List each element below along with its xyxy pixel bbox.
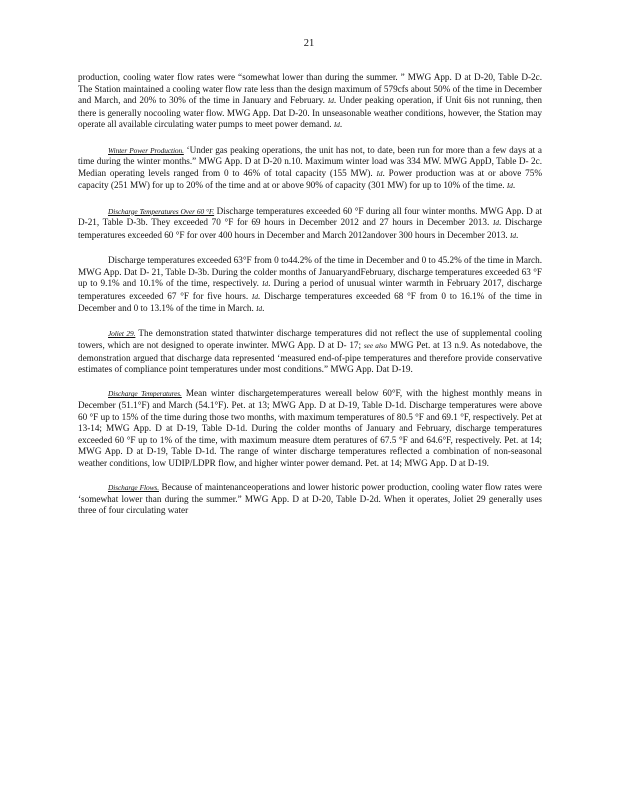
paragraph-4 <box>78 255 542 316</box>
paragraph-5 <box>78 328 542 375</box>
citation: Id <box>327 97 334 106</box>
paragraph-text: . Power production was at or above 75% capacity (251 MW) for up to 20% of the time and at or above 90% of capacity (301 MW) for up to 10% of the time. <box>78 167 542 191</box>
paragraph-text: Discharge temperatures exceeded 60 °F during all four winter months. MWG App. D at D-21, Table D-3b. They exceeded 70 °F for 69 hours in December 2012 and 27 hours in December 2013. <box>78 205 542 228</box>
paragraph-text: . Under peaking operation, if Unit 6is not running, then there is generally nocooling water flow. MWG App. Dat D-20. In unseasonable weather conditions, however, the Station may operate all available circulating water pumps to meet power demand. <box>78 95 542 130</box>
paragraph-text: production, cooling water flow rates were “somewhat lower than during the summer. ” MWG App. D at D-20, Table D-2c. The Station maintained a cooling water flow rate less than the design maximum of 579cfs about 50% of the time in December and March, and 20% to 30% of the time in January and February. <box>78 72 542 106</box>
paragraph-text: The demonstration stated thatwinter discharge temperatures did not reflect the use of supplemental cooling towers, which are not designed to operate inwinter. MWG App. D at D- 17; <box>78 328 542 351</box>
citation: Id <box>333 121 340 130</box>
paragraph-text: . <box>516 229 519 240</box>
section-heading: Discharge Temperatures. <box>108 389 182 399</box>
citation: Id <box>510 231 517 240</box>
paragraph-text: Because of maintenanceoperations and lower historic power production, cooling water flow rates were ‘somewhat lower than during the summer.” MWG App. D at D-20, Table D-2d. When it operates, Joliet 29 generally uses three of four circulating water <box>78 482 542 516</box>
paragraph-text: . Discharge temperatures exceeded 68 °F from 0 to 16.1% of the time in December and 0 to 13.1% of the time in March. <box>78 290 542 314</box>
section-heading: Joliet 29. <box>108 329 136 339</box>
section-heading: Winter Power Production. <box>108 145 184 155</box>
citation: see also <box>363 342 388 351</box>
paragraph-text: MWG Pet. at 13 n.9. As notedabove, the demonstration argued that discharge data represented ‘measured end-of-pipe temperatures and therefore provide conservative estimates of compliance point temperatures under most conditions.” MWG App. Dat D-19. <box>78 340 542 375</box>
paragraph-text: Mean winter dischargetemperatures wereall below 60°F, with the highest monthly means in December (51.1°F) and March (54.1°F). Pet. at 13; MWG App. D at D-19, Table D-1d. Discharge temperatures were above 60 °F up to 15% of the time during those two months, with maximum temperatures of 80.5 °F and 69.1 °F, respectively. Pet at 13-14; MWG App. D at D-19, Table D-1d. During the colder months of January and February, discharge temperatures exceeded 60 °F up to 1% of the time, with maximum measure dtem peratures of 67.5 °F and 64.6°F, respectively. Pet. at 14; MWG App. D at D-19, Table D-1d. The range of winter discharge temperatures reflected a combination of non-seasonal weather conditions, low UDIP/LDPR flow, and higher winter power demand. Pet. at 14; MWG App. D at D-19. <box>78 388 542 468</box>
paragraph-text: . <box>339 119 343 130</box>
paragraph-7 <box>78 482 542 517</box>
paragraph-text: . <box>262 303 265 314</box>
paragraph-3 <box>78 206 542 243</box>
citation: Id <box>262 280 269 289</box>
citation: Id <box>251 292 258 301</box>
citation: Id <box>256 305 263 314</box>
paragraph-text: Discharge temperatures exceeded 63°F from 0 to44.2% of the time in December and 0 to 45.2% of the time in March. MWG App. Dat D- 21, Table D-3b. During the colder months of JanuaryandFebruary, discharge temperatures exceeded 63 °F up to 9.1% and 10.1% of the time, respectively. <box>78 254 542 289</box>
paragraph-text: . During a period of unusual winter warmth in February 2017, discharge temperatures exceeded 67 °F for five hours. <box>78 278 542 301</box>
paragraph-text: ‘Under gas peaking operations, the unit has not, to date, been run for more than a few days at a time during the winter months.” MWG App. D at D-20 n.10. Maximum winter load was 334 MW. MWG AppD, Table D- 2c. Median operating levels ranged from 0 to 46% of total capacity (155 MW). <box>78 144 542 178</box>
page-number: 21 <box>303 38 315 49</box>
section-heading: Discharge Flows. <box>108 483 159 493</box>
citation: Id <box>376 169 383 178</box>
paragraph-text: . <box>512 180 516 191</box>
paragraph-2 <box>78 145 542 193</box>
citation: Id <box>506 182 513 191</box>
section-heading: Discharge Temperatures Over 60 °F. <box>108 206 215 216</box>
paragraph-1 <box>78 72 542 132</box>
body-text <box>78 72 542 530</box>
paragraph-6 <box>78 388 542 469</box>
citation: Id <box>492 219 499 228</box>
paragraph-text: . Discharge temperatures exceeded 60 °F for over 400 hours in December and March 2012andover 300 hours in December 2013. <box>78 217 542 240</box>
